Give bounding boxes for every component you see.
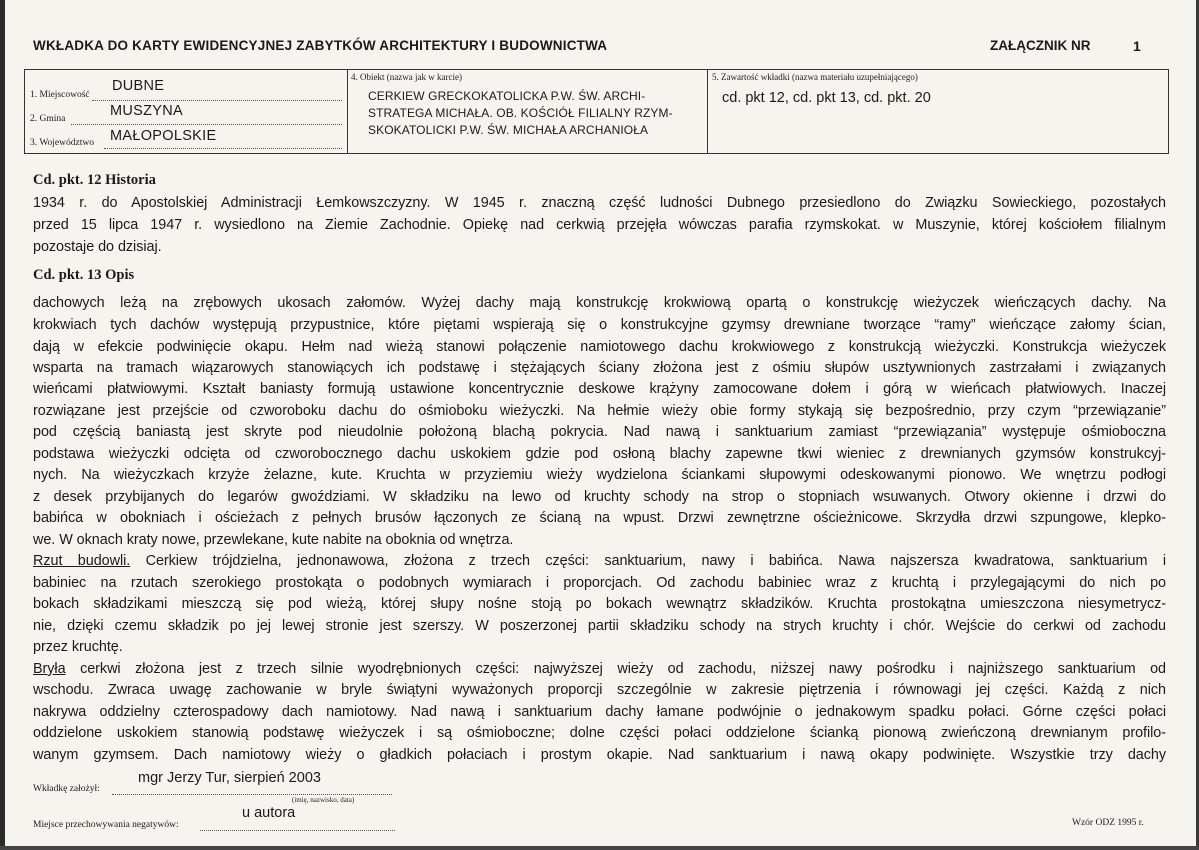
form-code: Wzór ODZ 1995 r.: [1072, 818, 1144, 828]
form-title: WKŁADKA DO KARTY EWIDENCYJNEJ ZABYTKÓW ARCHITEKTURY I BUDOWNICTWA: [33, 38, 608, 53]
description-line: dają w efekcie podwinięcie okapu. Hełm nad wieżą stanowi połączenie namiotowego dachu krokwiowego z konstrukcją wieżyczki. Konstrukcja wieżyczek: [33, 339, 1166, 355]
plan-label: Rzut budowli.: [33, 553, 131, 569]
description-line: krokwiach tych dachów występują przypustnice, które piętami wspierają się o konstrukcyjne gzymsy drewniane tworzące “ramy” wieńczące załomy ścian,: [33, 317, 1166, 333]
history-line: pozostaje do dzisiaj.: [33, 239, 162, 255]
plan-line: babiniec na rzutach szerokiego prostokąta o podobnych wymiarach i proporcjach. Od zachodu babiniec wraz z kruchtą i przylegającymi do nich po: [33, 575, 1166, 591]
history-line: 1934 r. do Apostolskiej Administracji Łemkowszczyzny. W 1945 r. znaczną część ludności Dubnego przesiedlono do Związku Sowieckiego, pozostałych: [33, 195, 1166, 211]
plan-line: bokach składzikami mieszczą się pod wieżą, której słupy nośne stoją po bokach wewnątrz składzików. Kruchta prostokątna umieszczona niesymetrycz-: [33, 596, 1166, 612]
body-label: Bryła: [33, 661, 66, 677]
annex-number: 1: [1133, 38, 1141, 54]
commune-value: MUSZYNA: [110, 103, 183, 119]
history-line: przed 15 lipca 1947 r. wysiedlono na Ziemie Zachodnie. Opiekę nad cerkwią przejęła wówczas parafia rzymskokat. w Muszynie, której kościołem filialnym: [33, 217, 1166, 233]
body-line: nakrywa oddzielny czterospadowy dach namiotowy. Nad nawą i sanktuarium dachy łamane podwójnie o jednakowym spadku połaci. Górne części połaci: [33, 704, 1166, 720]
author-dots: [112, 794, 392, 795]
object-line: SKOKATOLICKI P.W. ŚW. MICHAŁA ARCHANIOŁA: [368, 123, 649, 137]
plan-line: nie, dzięki czemu składzik po jej lewej stronie jest szerszy. W poszerzonej partii składziku schody na strych kruchty i chór. Wejście do cerkwi od zachodu: [33, 618, 1166, 634]
scan-edge-bottom: [0, 846, 1199, 850]
description-line: rozwiązane jest przejście od czworoboku dachu do ośmioboku wieżyczki. Na hełmie wieży obie formy stykają się bezpośrednio, przy czym “przewiązanie”: [33, 403, 1166, 419]
commune-label: 2. Gmina: [30, 114, 66, 124]
body-line: oddzielone uskokiem stanowią podstawę wieżyczek i są ośmioboczne; dolne części połaci oddzielone ścianką pionową zwieńczoną drewnianym profilo-: [33, 725, 1166, 741]
description-line: babińca w obokniach i ościeżach z pełnych brusów łączonych ze ścianą na wpust. Drzwi zewnętrzne ościeżnicowe. Skrzydła drzwi szpungowe, klepko-: [33, 510, 1166, 526]
commune-dots: [71, 124, 342, 125]
locality-dots: [92, 100, 342, 101]
history-heading: Cd. pkt. 12 Historia: [33, 172, 156, 188]
body-line: wanym gzymsem. Dach namiotowy wieży o gładkich połaciach i prostym okapie. Nad sanktuarium i nawą okapy podwinięte. Wszystkie trzy dachy: [33, 747, 1166, 763]
author-value: mgr Jerzy Tur, sierpień 2003: [138, 770, 321, 786]
body-line: wschodu. Zwraca uwagę zachowanie w bryle świątyni wyważonych proporcji szczególnie w zakresie piętrzenia i równowagi jej części. Każdą z nich: [33, 682, 1166, 698]
author-label: Wkładkę założył:: [33, 784, 100, 794]
object-line: STRATEGA MICHAŁA. OB. KOŚCIÓŁ FILIALNY RZYM-: [368, 106, 673, 120]
scan-edge-left: [0, 0, 5, 850]
negatives-location-value: u autora: [242, 805, 296, 821]
contents-value: cd. pkt 12, cd. pkt 13, cd. pkt. 20: [722, 90, 931, 106]
annex-label: ZAŁĄCZNIK NR: [990, 38, 1091, 53]
locality-value: DUBNE: [112, 78, 165, 94]
box-divider-1: [347, 70, 348, 153]
voivodeship-dots: [104, 148, 342, 149]
description-line: z desek przybijanych do legarów gwoździami. W składziku na lewo od kruchty schody na strop o stopniach wsuwanych. Otwory okienne i drzwi do: [33, 489, 1166, 505]
description-line: nych. Na wieżyczkach krzyże żelazne, kute. Kruchta w przyziemiu wieży wydzielona ściankami słupowymi odeskowanymi pionowo. We wnętrzu podłogi: [33, 467, 1166, 483]
object-label: 4. Obiekt (nazwa jak w karcie): [351, 72, 462, 82]
description-line: dachowych leżą na zrębowych ukosach załomów. Wyżej dachy mają konstrukcję krokwiową opartą o konstrukcję wieżyczek wieńczących dachy. Na: [33, 295, 1166, 311]
description-line: wsparta na tramach wiązarowych stanowiących ich podstawę i stężających ściany złożona jest z ośmiu słupów usztywnionych zastrzałami i związanych: [33, 360, 1166, 376]
body-line: cerkwi złożona jest z trzech silnie wyodrębnionych części: najwyższej wieży od zachodu, niższej nawy pośrodku i najniższego sanktuarium od: [65, 661, 1166, 677]
negatives-location-dots: [200, 830, 395, 831]
body-paragraph-first-line: [33, 661, 1166, 677]
voivodeship-label: 3. Województwo: [30, 138, 94, 148]
locality-label: 1. Miejscowość: [30, 90, 90, 100]
description-line: podstawa wieżyczki odcięta od czworobocznego dachu uskokiem gdzie pod osłoną blachy zapewne tkwi wieniec z drewnianych gzymsów konstrukcyj-: [33, 446, 1166, 462]
plan-paragraph-first-line: [33, 553, 1166, 569]
description-line: we. W oknach kraty nowe, przewlekane, kute nabite na oboknia od wnętrza.: [33, 532, 514, 548]
description-heading: Cd. pkt. 13 Opis: [33, 267, 135, 283]
box-divider-2: [707, 70, 708, 153]
plan-line: przez kruchtę.: [33, 639, 123, 655]
description-line: wieńcami płatwiowymi. Kształt baniasty formują ustawione koncentrycznie deskowe krążyny zamocowane dołem i górą w wieńcach płatwiowych. Inaczej: [33, 381, 1166, 397]
voivodeship-value: MAŁOPOLSKIE: [110, 128, 217, 144]
contents-label: 5. Zawartość wkładki (nazwa materiału uzupełniającego): [712, 72, 918, 82]
object-line: CERKIEW GRECKOKATOLICKA P.W. ŚW. ARCHI-: [368, 89, 646, 103]
negatives-location-label: Miejsce przechowywania negatywów:: [33, 820, 179, 830]
plan-line: Cerkiew trójdzielna, jednonawowa, złożona z trzech części: sanktuarium, nawy i babińca. Nawa najszersza kwadratowa, sanktuarium i: [130, 553, 1166, 569]
description-line: pod częścią baniastą jest skryte pod nieudolnie położoną blachą pokrycia. Nad nawą i sanktuarium zamiast “przewiązania” występuje ośmioboczna: [33, 424, 1166, 440]
author-hint: (imię, nazwisko, data): [292, 796, 355, 804]
